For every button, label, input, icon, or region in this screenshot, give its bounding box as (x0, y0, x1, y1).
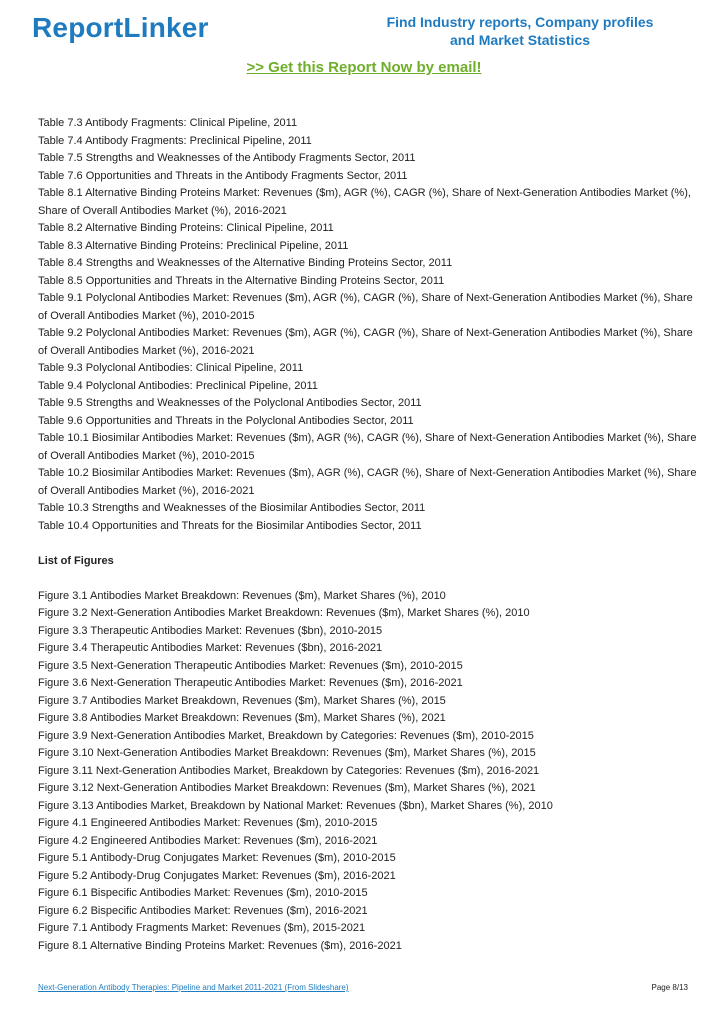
table-entry: Table 8.4 Strengths and Weaknesses of the Alternative Binding Proteins Sector, 2011 (38, 257, 453, 269)
table-entry: Table 10.3 Strengths and Weaknesses of the Biosimilar Antibodies Sector, 2011 (38, 502, 426, 514)
figure-entry: Figure 3.4 Therapeutic Antibodies Market: Revenues ($bn), 2016-2021 (38, 642, 383, 654)
table-entry: Table 10.2 Biosimilar Antibodies Market: Revenues ($m), AGR (%), CAGR (%), Share of Next-Generation Antibodies Market (%), Share of Overall Antibodies Market (%), 2016-2021 (38, 467, 697, 497)
section-spacer (38, 570, 698, 588)
table-entry: Table 10.4 Opportunities and Threats for the Biosimilar Antibodies Sector, 2011 (38, 519, 422, 532)
page-number: Page 8/13 (651, 983, 688, 992)
table-entry: Table 9.1 Polyclonal Antibodies Market: Revenues ($m), AGR (%), CAGR (%), Share of Next-Generation Antibodies Market (%), Share of Overall Antibodies Market (%), 2010-2015 (38, 292, 693, 322)
figures-list (38, 588, 698, 956)
figure-entry: Figure 3.8 Antibodies Market Breakdown: Revenues ($m), Market Shares (%), 2021 (38, 712, 446, 724)
table-entry: Table 7.4 Antibody Fragments: Preclinical Pipeline, 2011 (38, 134, 312, 147)
table-entry: Table 10.1 Biosimilar Antibodies Market: Revenues ($m), AGR (%), CAGR (%), Share of Next-Generation Antibodies Market (%), Share of Overall Antibodies Market (%), 2010-2015 (38, 432, 697, 462)
tagline-line-2: and Market Statistics (449, 32, 591, 48)
figure-entry: Figure 3.3 Therapeutic Antibodies Market: Revenues ($bn), 2010-2015 (38, 624, 383, 637)
table-entry: Table 9.4 Polyclonal Antibodies: Preclinical Pipeline, 2011 (38, 379, 318, 392)
reportlinker-logo[interactable]: ReportLinker (32, 12, 209, 43)
table-entry: Table 8.5 Opportunities and Threats in the Alternative Binding Proteins Sector, 2011 (38, 274, 445, 287)
tagline-line-1: Find Industry reports, Company profiles (386, 14, 654, 30)
table-entry: Table 9.3 Polyclonal Antibodies: Clinical Pipeline, 2011 (38, 362, 304, 374)
figure-entry: Figure 5.1 Antibody-Drug Conjugates Market: Revenues ($m), 2010-2015 (38, 852, 396, 864)
table-entry: Table 8.1 Alternative Binding Proteins Market: Revenues ($m), AGR (%), CAGR (%), Share of Next-Generation Antibodies Market (%), Share of Overall Antibodies Market (%), 2016-2021 (38, 187, 691, 217)
figure-entry: Figure 6.1 Bispecific Antibodies Market: Revenues ($m), 2010-2015 (38, 887, 368, 899)
figure-entry: Figure 3.7 Antibodies Market Breakdown, Revenues ($m), Market Shares (%), 2015 (38, 694, 446, 707)
figure-entry: Figure 7.1 Antibody Fragments Market: Revenues ($m), 2015-2021 (38, 922, 366, 934)
table-entry: Table 7.3 Antibody Fragments: Clinical Pipeline, 2011 (38, 117, 298, 129)
figure-entry: Figure 3.11 Next-Generation Antibodies Market, Breakdown by Categories: Revenues ($m), 2016-2021 (38, 764, 540, 777)
table-entry: Table 7.6 Opportunities and Threats in the Antibody Fragments Sector, 2011 (38, 169, 408, 182)
figure-entry: Figure 3.1 Antibodies Market Breakdown: Revenues ($m), Market Shares (%), 2010 (38, 589, 446, 602)
figure-entry: Figure 3.13 Antibodies Market, Breakdown by National Market: Revenues ($bn), Market Shares (%), 2010 (38, 799, 553, 812)
get-report-link[interactable]: >> Get this Report Now by email! (246, 59, 482, 76)
figure-entry: Figure 3.6 Next-Generation Therapeutic Antibodies Market: Revenues ($m), 2016-2021 (38, 677, 463, 689)
figure-entry: Figure 3.10 Next-Generation Antibodies Market Breakdown: Revenues ($m), Market Shares (%), 2015 (38, 747, 536, 759)
figure-entry: Figure 3.9 Next-Generation Antibodies Market, Breakdown by Categories: Revenues ($m), 2010-2015 (38, 729, 534, 742)
figure-entry: Figure 3.5 Next-Generation Therapeutic Antibodies Market: Revenues ($m), 2010-2015 (38, 659, 463, 672)
figure-entry: Figure 8.1 Alternative Binding Proteins Market: Revenues ($m), 2016-2021 (38, 939, 402, 952)
document-body (38, 115, 698, 955)
table-entry: Table 8.2 Alternative Binding Proteins: Clinical Pipeline, 2011 (38, 222, 334, 234)
table-entry: Table 9.2 Polyclonal Antibodies Market: Revenues ($m), AGR (%), CAGR (%), Share of Next-Generation Antibodies Market (%), Share of Overall Antibodies Market (%), 2016-2021 (38, 327, 693, 357)
figure-entry: Figure 3.2 Next-Generation Antibodies Market Breakdown: Revenues ($m), Market Shares (%), 2010 (38, 607, 530, 619)
figure-entry: Figure 5.2 Antibody-Drug Conjugates Market: Revenues ($m), 2016-2021 (38, 869, 396, 882)
list-of-figures-heading: List of Figures (38, 554, 114, 567)
figure-entry: Figure 6.2 Bispecific Antibodies Market: Revenues ($m), 2016-2021 (38, 904, 368, 917)
table-entry: Table 7.5 Strengths and Weaknesses of the Antibody Fragments Sector, 2011 (38, 152, 416, 164)
table-entry: Table 9.6 Opportunities and Threats in the Polyclonal Antibodies Sector, 2011 (38, 414, 414, 427)
figure-entry: Figure 4.2 Engineered Antibodies Market: Revenues ($m), 2016-2021 (38, 834, 378, 847)
figure-entry: Figure 4.1 Engineered Antibodies Market: Revenues ($m), 2010-2015 (38, 817, 378, 829)
figure-entry: Figure 3.12 Next-Generation Antibodies Market Breakdown: Revenues ($m), Market Shares (%), 2021 (38, 782, 536, 794)
table-entry: Table 8.3 Alternative Binding Proteins: Preclinical Pipeline, 2011 (38, 239, 349, 252)
table-entry: Table 9.5 Strengths and Weaknesses of the Polyclonal Antibodies Sector, 2011 (38, 397, 422, 409)
footer-report-link[interactable]: Next-Generation Antibody Therapies: Pipeline and Market 2011-2021 (From Slideshare) (38, 983, 349, 992)
tables-list (38, 115, 698, 535)
header-tagline (330, 13, 710, 49)
